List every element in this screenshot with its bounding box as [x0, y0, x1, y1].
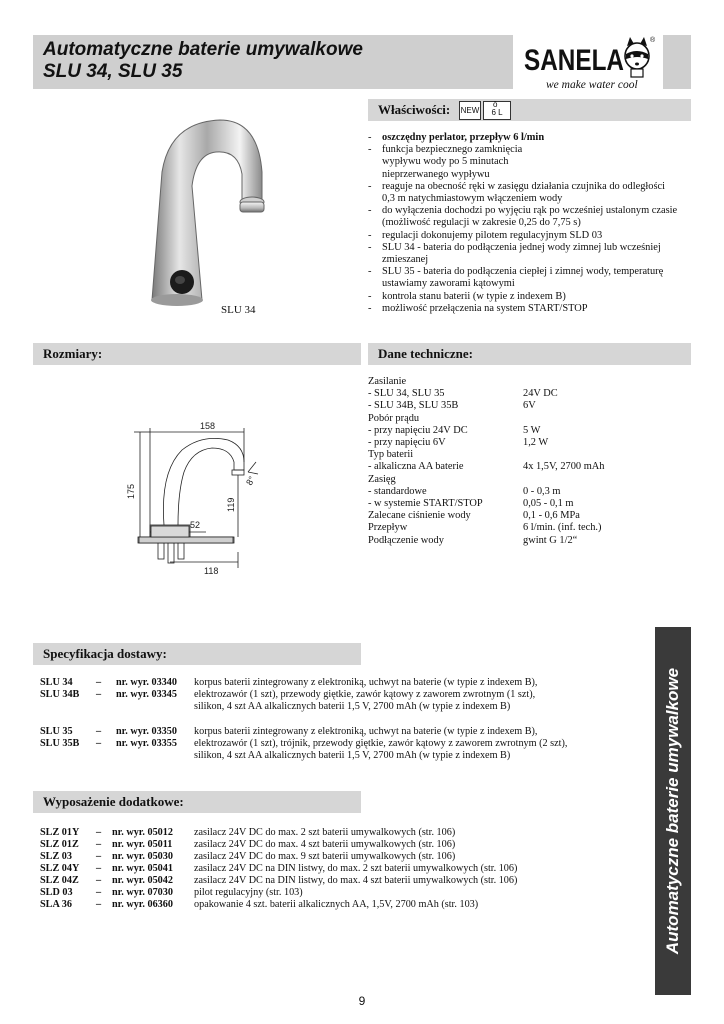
- tech-label: Pobór prądu: [368, 412, 420, 424]
- table-row: [368, 510, 605, 522]
- product-description: silikon, 4 szt AA alkalicznych baterii 1,5 V, 2700 mAh (w typie z indexem B): [194, 701, 511, 712]
- accessory-code: SLZ 01Y: [40, 827, 80, 838]
- accessory-code: SLA 36: [40, 899, 72, 910]
- accessory-description: pilot regulacyjny (str. 103): [194, 887, 303, 898]
- product-code: SLU 34B: [40, 689, 80, 700]
- page-title-line2: SLU 34, SLU 35: [43, 61, 183, 82]
- tech-label: - przy napięciu 24V DC: [368, 424, 468, 436]
- table-row: [368, 486, 605, 498]
- product-number: nr. wyr. 03345: [116, 689, 177, 700]
- header-right-band: [663, 35, 691, 89]
- tech-value: gwint G 1/2“: [523, 534, 578, 546]
- tech-value: 0,05 - 0,1 m: [523, 498, 574, 510]
- product-description: korpus baterii zintegrowany z elektroniką, uchwyt na baterie (w typie z indexem B),: [194, 677, 538, 688]
- dim-label-angle: 8°: [244, 474, 258, 487]
- tech-label: - alkaliczna AA baterie: [368, 461, 464, 473]
- feature-text: możliwość przełączenia na system START/STOP: [382, 302, 588, 314]
- title-band: [33, 35, 513, 89]
- features-title: Właściwości:: [378, 102, 451, 117]
- tech-value: 4x 1,5V, 2700 mAh: [523, 461, 605, 473]
- dimension-drawing: [120, 412, 270, 582]
- accessories-title: Wyposażenie dodatkowe:: [43, 794, 184, 809]
- tech-value: 6 l/min. (inf. tech.): [523, 522, 602, 534]
- registered-mark: ®: [650, 37, 656, 44]
- accessories-bar: [33, 791, 361, 813]
- dash-separator: –: [96, 875, 102, 886]
- dimensions-title: Rozmiary:: [43, 346, 103, 361]
- table-row: [368, 474, 605, 486]
- feature-text: reaguje na obecność ręki w zasięgu działania czujnika do odległości 0,3 m natychmiastowym włączeniem wody: [382, 180, 666, 205]
- product-number: nr. wyr. 03340: [116, 677, 177, 688]
- feature-text: funkcja bezpiecznego zamknięcia wypływu wody po 5 minutach nieprzerwanego wypływu: [382, 144, 523, 180]
- logo-tagline: we make water cool: [546, 79, 638, 91]
- tech-value: 5 W: [523, 424, 541, 436]
- product-description: silikon, 4 szt AA alkalicznych baterii 1,5 V, 2700 mAh (w typie z indexem B): [194, 750, 511, 761]
- table-row: [368, 376, 605, 388]
- page-title-line1: Automatyczne baterie umywalkowe: [43, 39, 363, 60]
- list-item: - reaguje na obecność ręki w zasięgu działania czujnika do odległości 0,3 m natychmiastowym włączeniem wody: [368, 181, 688, 205]
- tech-label: Typ baterii: [368, 449, 414, 461]
- accessory-description: zasilacz 24V DC do max. 9 szt baterii umywalkowych (str. 106): [194, 851, 456, 862]
- list-item: - możliwość przełączenia na system START/STOP: [368, 303, 688, 315]
- feature-text: SLU 35 - bateria do podłączenia ciepłej i zimnej wody, temperaturę ustawiamy zaworami kątowymi: [382, 266, 664, 290]
- dimensions-bar: [33, 343, 361, 365]
- table-row: [368, 498, 605, 510]
- accessory-description: zasilacz 24V DC na DIN listwy, do max. 2 szt baterii umywalkowych (str. 106): [194, 863, 518, 874]
- product-photo: [140, 112, 290, 312]
- dash-separator: –: [96, 899, 102, 910]
- table-row: [368, 437, 605, 449]
- list-item: - SLU 34 - bateria do podłączenia jednej wody zimnej lub wcześniej zmieszanej: [368, 242, 688, 266]
- features-list: [368, 132, 688, 315]
- table-row: [368, 535, 605, 547]
- accessory-number: nr. wyr. 05030: [112, 851, 173, 862]
- logo-brand-text: SANELA: [524, 44, 624, 77]
- table-row: [368, 413, 605, 425]
- tech-label: - SLU 34, SLU 35: [368, 388, 445, 400]
- product-description: elektrozawór (1 szt), trójnik, przewody giętkie, zawór kątowy z zaworem zwrotnym (2 szt),: [194, 738, 568, 749]
- flow-badge: [483, 101, 511, 120]
- list-item: - SLU 35 - bateria do podłączenia ciepłej i zimnej wody, temperaturę ustawiamy zaworami kątowymi: [368, 266, 688, 290]
- product-number: nr. wyr. 03350: [116, 726, 177, 737]
- accessory-number: nr. wyr. 07030: [112, 887, 173, 898]
- tech-value: 0,1 - 0,6 MPa: [523, 510, 580, 522]
- dash-separator: –: [96, 689, 102, 700]
- page-number: 9: [358, 994, 366, 1008]
- accessory-code: SLD 03: [40, 887, 73, 898]
- product-code: SLU 35: [40, 726, 73, 737]
- accessory-number: nr. wyr. 05012: [112, 827, 173, 838]
- delivery-title: Specyfikacja dostawy:: [43, 646, 167, 661]
- dim-label-top: 158: [200, 421, 216, 431]
- accessory-number: nr. wyr. 06360: [112, 899, 173, 910]
- accessory-number: nr. wyr. 05041: [112, 863, 173, 874]
- accessory-description: zasilacz 24V DC do max. 4 szt baterii umywalkowych (str. 106): [194, 839, 456, 850]
- dim-label-spout: 119: [226, 497, 236, 512]
- feature-text: oszczędny perlator, przepływ 6 l/min: [382, 132, 545, 143]
- list-item: - oszczędny perlator, przepływ 6 l/min: [368, 132, 688, 144]
- dash-separator: –: [96, 863, 102, 874]
- accessory-code: SLZ 01Z: [40, 839, 79, 850]
- list-item: - funkcja bezpiecznego zamknięcia wypływu wody po 5 minutach nieprzerwanego wypływu: [368, 144, 688, 181]
- tech-label: Przepływ: [368, 522, 408, 534]
- flow-badge-label: 6 L: [491, 108, 503, 117]
- accessory-description: zasilacz 24V DC do max. 2 szt baterii umywalkowych (str. 106): [194, 827, 456, 838]
- tech-label: Zasięg: [368, 473, 396, 485]
- accessory-code: SLZ 04Z: [40, 875, 79, 886]
- tech-value: 1,2 W: [523, 437, 549, 449]
- tech-bar: [368, 343, 691, 365]
- dash-separator: –: [96, 738, 102, 749]
- product-number: nr. wyr. 03355: [116, 738, 177, 749]
- product-description: korpus baterii zintegrowany z elektroniką, uchwyt na baterie (w typie z indexem B),: [194, 726, 538, 737]
- tech-label: Podłączenie wody: [368, 534, 444, 546]
- new-badge: [459, 101, 481, 120]
- tech-value: 24V DC: [523, 388, 558, 400]
- feature-text: regulacji dokonujemy pilotem regulacyjnym SLD 03: [382, 229, 603, 241]
- dash-separator: –: [96, 887, 102, 898]
- dash-separator: –: [96, 827, 102, 838]
- dash-separator: –: [96, 839, 102, 850]
- new-badge-label: NEW: [460, 106, 480, 115]
- tech-label: - SLU 34B, SLU 35B: [368, 400, 459, 412]
- features-bar: [368, 99, 691, 121]
- table-row: [368, 461, 605, 473]
- dim-label-bottom: 118: [204, 566, 219, 576]
- list-item: - do wyłączenia dochodzi po wyjęciu rąk po wcześniej ustalonym czasie (możliwość regulacji w zakresie 0,25 do 7,75 s): [368, 205, 688, 229]
- tech-label: - przy napięciu 6V: [368, 437, 446, 449]
- dim-label-base: 52: [190, 520, 201, 530]
- delivery-bar: [33, 643, 361, 665]
- side-section-label: [655, 627, 691, 995]
- accessory-code: SLZ 04Y: [40, 863, 80, 874]
- feature-text: kontrola stanu baterii (w typie z indexem B): [382, 290, 566, 302]
- table-row: [368, 522, 605, 534]
- accessory-description: opakowanie 4 szt. baterii alkalicznych AA, 1,5V, 2700 mAh (str. 103): [194, 899, 479, 910]
- tech-value: 0 - 0,3 m: [523, 485, 561, 497]
- accessory-number: nr. wyr. 05042: [112, 875, 173, 886]
- product-description: elektrozawór (1 szt), przewody giętkie, zawór kątowy z zaworem zwrotnym (1 szt),: [194, 689, 536, 700]
- table-row: [368, 400, 605, 412]
- tech-label: - standardowe: [368, 485, 427, 497]
- feature-text: SLU 34 - bateria do podłączenia jednej wody zimnej lub wcześniej zmieszanej: [382, 241, 661, 266]
- product-code: SLU 34: [40, 677, 73, 688]
- tech-label: Zasilanie: [368, 376, 407, 387]
- list-item: - regulacji dokonujemy pilotem regulacyjnym SLD 03: [368, 230, 688, 242]
- dash-separator: –: [96, 726, 102, 737]
- product-code: SLU 35B: [40, 738, 80, 749]
- table-row: [368, 449, 605, 461]
- accessory-number: nr. wyr. 05011: [112, 839, 173, 850]
- side-label-text: Automatyczne baterie umywalkowe: [663, 667, 682, 955]
- table-row: [368, 425, 605, 437]
- dim-label-height: 175: [126, 483, 136, 499]
- tech-label: - w systemie START/STOP: [368, 498, 483, 510]
- raccoon-mascot-icon: [625, 37, 649, 77]
- product-caption: SLU 34: [221, 304, 256, 316]
- table-row: [368, 388, 605, 400]
- accessory-code: SLZ 03: [40, 851, 72, 862]
- tech-title: Dane techniczne:: [378, 346, 473, 361]
- tech-table: [368, 376, 605, 547]
- list-item: - kontrola stanu baterii (w typie z indexem B): [368, 291, 688, 303]
- tech-value: 6V: [523, 400, 536, 412]
- feature-text: do wyłączenia dochodzi po wyjęciu rąk po wcześniej ustalonym czasie (możliwość regulacji w zakresie 0,25 do 7,75 s): [382, 205, 678, 229]
- accessory-description: zasilacz 24V DC na DIN listwy, do max. 4 szt baterii umywalkowych (str. 106): [194, 875, 518, 886]
- dash-separator: –: [96, 851, 102, 862]
- dash-separator: –: [96, 677, 102, 688]
- sanela-logo: [520, 34, 660, 92]
- tech-label: Zalecane ciśnienie wody: [368, 510, 471, 522]
- water-drop-icon: ô: [493, 100, 498, 109]
